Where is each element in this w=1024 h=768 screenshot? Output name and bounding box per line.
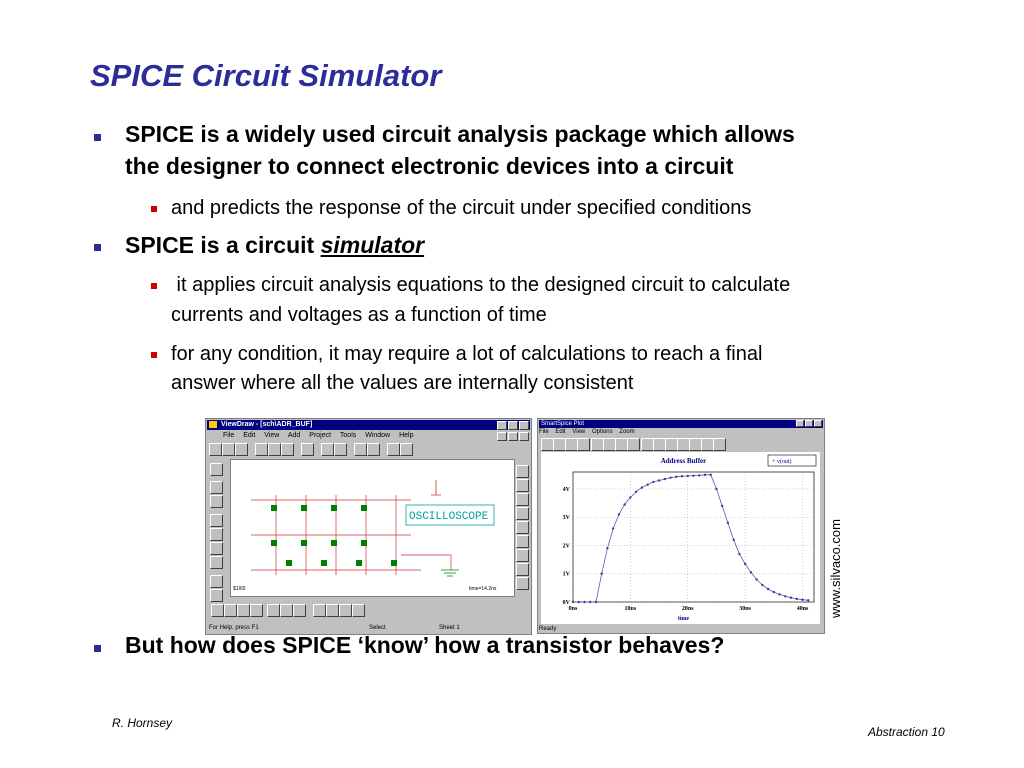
ss-menu-edit[interactable]: Edit xyxy=(555,429,566,435)
data-point xyxy=(595,601,597,603)
ss-menu-file[interactable]: File xyxy=(539,429,549,435)
status-help: For Help, press F1 xyxy=(209,625,259,631)
smartspice-title: SmartSpice Plot xyxy=(541,421,585,427)
data-point xyxy=(721,505,723,507)
arc-tool-icon[interactable] xyxy=(210,575,223,588)
smartspice-statusbar: Ready xyxy=(539,626,557,632)
viewdraw-titlebar xyxy=(207,420,530,430)
data-point xyxy=(755,578,757,580)
data-point xyxy=(687,475,689,477)
open-icon[interactable] xyxy=(222,443,235,456)
ss-menu-zoom[interactable]: Zoom xyxy=(619,429,635,435)
doc-close-button[interactable] xyxy=(519,432,529,441)
plot-frame xyxy=(573,472,814,602)
viewdraw-bottom-toolbar xyxy=(207,603,530,619)
smartspice-toolbar xyxy=(539,437,823,451)
bullet-2-sub-2-line-2: answer where all the values are internally consistent xyxy=(171,372,634,394)
select-tool-icon[interactable] xyxy=(210,463,223,476)
ss-stop-icon[interactable] xyxy=(713,438,726,451)
minimize-button[interactable] xyxy=(497,421,507,430)
probe-tool-icon[interactable] xyxy=(516,521,529,534)
connect-icon[interactable] xyxy=(267,604,280,617)
y-tick-label: 0V xyxy=(562,600,570,606)
rotate-tool-icon[interactable] xyxy=(210,542,223,555)
oscilloscope-label: OSCILLOSCOPE xyxy=(409,511,489,523)
x-tick-label: 40ns xyxy=(796,606,809,612)
data-point xyxy=(641,486,643,488)
author-footer: R. Hornsey xyxy=(112,716,173,730)
data-point xyxy=(761,584,763,586)
x-tick-label: 0ns xyxy=(568,606,578,612)
data-point xyxy=(767,588,769,590)
data-point xyxy=(692,474,694,476)
data-point xyxy=(784,595,786,597)
data-point xyxy=(698,474,700,476)
ss-menu-options[interactable]: Options xyxy=(591,429,613,435)
data-point xyxy=(790,597,792,599)
light-bulb-alt-icon[interactable] xyxy=(339,604,352,617)
y-tick-label: 2V xyxy=(562,543,570,550)
ss-menu-view[interactable]: View xyxy=(572,429,586,435)
viewdraw-title: ViewDraw - [sch\ADR_BUF] xyxy=(221,421,313,428)
light-bulb-off-icon[interactable] xyxy=(352,604,365,617)
data-point xyxy=(658,479,660,481)
ss-close-button[interactable] xyxy=(814,420,822,427)
ss-minimize-button[interactable] xyxy=(796,420,804,427)
bullet-2-text: SPICE is a circuit xyxy=(125,232,321,258)
data-point xyxy=(583,601,585,603)
mirror-tool-icon[interactable] xyxy=(210,556,223,569)
data-point xyxy=(600,573,602,575)
data-point xyxy=(612,527,614,529)
data-point xyxy=(635,491,637,493)
bullet-2-sub-1-line-2: currents and voltages as a function of time xyxy=(171,304,547,326)
cycle-icon[interactable] xyxy=(237,604,250,617)
sub-bullet-marker xyxy=(151,352,157,358)
viewdraw-menubar xyxy=(207,431,530,441)
net-tool-icon[interactable] xyxy=(210,495,223,508)
data-point xyxy=(606,547,608,549)
bullet-3: But how does SPICE ‘know’ how a transistor behaves? xyxy=(125,632,725,658)
undo-icon[interactable] xyxy=(354,443,367,456)
data-point xyxy=(629,496,631,498)
menu-help[interactable]: Help xyxy=(399,432,414,439)
zoom-out-icon[interactable] xyxy=(334,443,347,456)
find-tool-icon[interactable] xyxy=(516,507,529,520)
maximize-button[interactable] xyxy=(508,421,518,430)
data-point xyxy=(669,476,671,478)
ss-maximize-button[interactable] xyxy=(805,420,813,427)
probe-icon[interactable] xyxy=(313,604,326,617)
data-point xyxy=(801,599,803,601)
bullet-marker xyxy=(94,134,101,141)
data-point xyxy=(715,488,717,490)
sub-bullet-marker xyxy=(151,283,157,289)
menu-project[interactable]: Project xyxy=(309,432,332,439)
step-icon[interactable] xyxy=(250,604,263,617)
viewdraw-toolbar xyxy=(207,442,530,456)
app-icon xyxy=(209,421,217,428)
print-icon[interactable] xyxy=(301,443,314,456)
ss-print-icon[interactable] xyxy=(577,438,590,451)
viewdraw-window xyxy=(205,418,532,635)
source-watermark: www.silvaco.com xyxy=(828,519,843,618)
y-tick-label: 1V xyxy=(562,571,570,578)
bullet-marker xyxy=(94,645,101,652)
canvas-status-left: $1I65 xyxy=(233,586,246,592)
pencil-alt-icon[interactable] xyxy=(224,604,237,617)
ss-measure-icon[interactable] xyxy=(627,438,640,451)
close-button[interactable] xyxy=(519,421,529,430)
cut-icon[interactable] xyxy=(255,443,268,456)
bullet-1-sub-1: and predicts the response of the circuit under specified conditions xyxy=(171,197,752,219)
box-tool-icon[interactable] xyxy=(210,589,223,602)
doc-minimize-button[interactable] xyxy=(497,432,507,441)
data-point xyxy=(727,522,729,524)
bus-tool-icon[interactable] xyxy=(210,514,223,527)
smartspice-menubar xyxy=(539,428,823,436)
merge-icon[interactable] xyxy=(293,604,306,617)
data-point xyxy=(807,599,809,601)
data-point xyxy=(681,475,683,477)
page-footer: Abstraction 10 xyxy=(868,725,945,739)
data-point xyxy=(744,563,746,565)
x-axis-label: time xyxy=(677,616,690,622)
data-point xyxy=(778,593,780,595)
refresh-tool-icon[interactable] xyxy=(516,563,529,576)
light-bulb-icon[interactable] xyxy=(326,604,339,617)
menu-view[interactable]: View xyxy=(264,432,280,439)
menu-tools[interactable]: Tools xyxy=(339,432,357,439)
menu-add[interactable]: Add xyxy=(287,432,301,439)
canvas-status-right: time=14.2ns xyxy=(469,586,497,592)
schematic-canvas[interactable] xyxy=(230,459,515,597)
component-tool-icon[interactable] xyxy=(210,481,223,494)
waveform-tool-icon[interactable] xyxy=(516,549,529,562)
data-point xyxy=(704,474,706,476)
paste-icon[interactable] xyxy=(281,443,294,456)
data-point xyxy=(618,513,620,515)
simulate-tool-icon[interactable] xyxy=(516,535,529,548)
data-point xyxy=(732,539,734,541)
schematic-wires xyxy=(251,495,451,575)
menu-window[interactable]: Window xyxy=(365,432,391,439)
redo-icon[interactable] xyxy=(367,443,380,456)
data-point xyxy=(738,553,740,555)
y-tick-label: 3V xyxy=(562,515,570,522)
fit-tool-icon[interactable] xyxy=(516,493,529,506)
hint-icon[interactable] xyxy=(387,443,400,456)
smartspice-titlebar xyxy=(539,420,823,428)
menu-file[interactable]: File xyxy=(223,432,235,439)
zoom-in-icon[interactable] xyxy=(321,443,334,456)
plot-area[interactable] xyxy=(541,452,820,624)
status-mode: Select xyxy=(369,625,386,631)
bullet-marker xyxy=(94,244,101,251)
y-tick-label: 4V xyxy=(562,486,570,493)
data-point xyxy=(589,601,591,603)
pan-tool-icon[interactable] xyxy=(516,479,529,492)
pencil-icon[interactable] xyxy=(211,604,224,617)
legend-entry: + v(out) xyxy=(772,459,792,465)
data-point xyxy=(578,601,580,603)
menu-edit[interactable]: Edit xyxy=(243,432,256,439)
bullet-1-line-1: SPICE is a widely used circuit analysis package which allows xyxy=(125,121,795,147)
bullet-1-line-2: the designer to connect electronic devices into a circuit xyxy=(125,153,734,179)
transistors xyxy=(271,505,397,566)
data-point xyxy=(623,503,625,505)
bullet-2-sub-2-line-1: for any condition, it may require a lot of calculations to reach a final xyxy=(171,343,763,365)
data-point xyxy=(646,484,648,486)
schematic-drawing xyxy=(231,460,514,596)
data-point xyxy=(572,601,574,603)
sub-bullet-marker xyxy=(151,206,157,212)
supply-symbol xyxy=(431,480,441,495)
slide-title: SPICE Circuit Simulator xyxy=(90,58,442,93)
save-icon[interactable] xyxy=(235,443,248,456)
label-tool-icon[interactable] xyxy=(210,528,223,541)
settings-tool-icon[interactable] xyxy=(516,577,529,590)
x-tick-label: 10ns xyxy=(624,606,637,612)
zoom-tool-icon[interactable] xyxy=(516,465,529,478)
bullet-2-emphasis: simulator xyxy=(320,232,425,258)
waveform-chart xyxy=(541,452,820,624)
help-icon[interactable] xyxy=(400,443,413,456)
bullet-2-sub-1-line-1: it applies circuit analysis equations to the designed circuit to calculate xyxy=(171,274,791,296)
x-tick-label: 30ns xyxy=(739,606,751,612)
smartspice-window xyxy=(537,418,825,634)
status-sheet: Sheet 1 xyxy=(439,625,460,631)
data-point xyxy=(664,478,666,480)
ground-symbol xyxy=(441,570,459,576)
series-line xyxy=(573,475,808,602)
doc-restore-button[interactable] xyxy=(508,432,518,441)
new-icon[interactable] xyxy=(209,443,222,456)
chart-title: Address Buffer xyxy=(660,457,707,465)
data-point xyxy=(652,481,654,483)
data-point xyxy=(796,598,798,600)
data-point xyxy=(675,476,677,478)
x-tick-label: 20ns xyxy=(681,606,694,612)
split-icon[interactable] xyxy=(280,604,293,617)
data-point xyxy=(773,591,775,593)
bullet-2 xyxy=(125,229,424,261)
data-point xyxy=(710,474,712,476)
data-point xyxy=(750,571,752,573)
copy-icon[interactable] xyxy=(268,443,281,456)
